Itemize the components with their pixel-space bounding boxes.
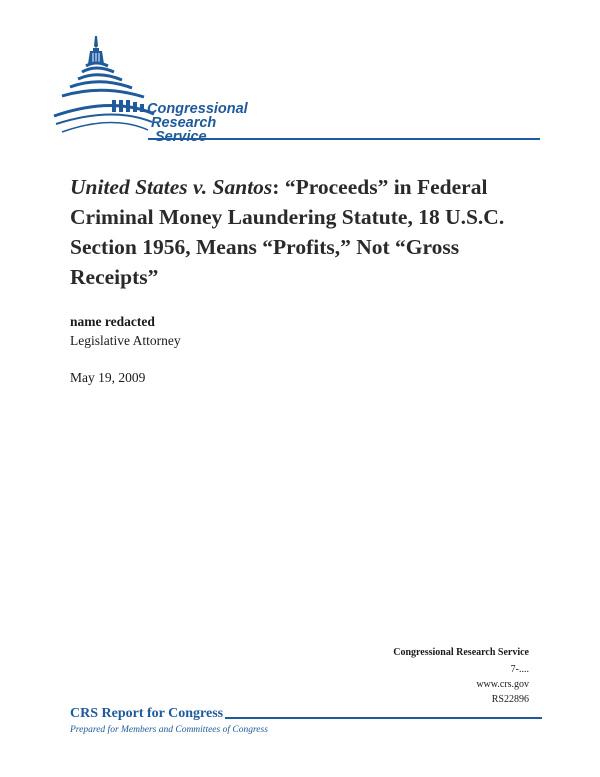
- capitol-dome-icon: [52, 34, 542, 146]
- logo-line-2: Research: [151, 115, 217, 131]
- report-date: May 19, 2009: [70, 370, 146, 385]
- publisher-org: Congressional Research Service: [393, 647, 529, 658]
- title-rest: : “Proceeds” in Federal Criminal Money Laundering Statute, 18 U.S.C. Section 1956, Means “Profits,” Not “Gross Receipts”: [70, 175, 505, 289]
- logo-line-1: Congressional: [147, 101, 248, 117]
- crs-logo: [52, 34, 542, 146]
- crs-logo-text: [147, 102, 248, 144]
- footer-series-line: [70, 706, 542, 722]
- footer-rule: [225, 717, 542, 719]
- publisher-website: www.crs.gov: [476, 679, 529, 690]
- logo-line-3: Service: [155, 129, 207, 145]
- footer-tagline: Prepared for Members and Committees of Congress: [70, 725, 268, 735]
- author-name: name redacted: [70, 314, 155, 329]
- footer: [70, 706, 542, 735]
- title-case-name: United States v. Santos: [70, 175, 273, 199]
- author-title: Legislative Attorney: [70, 333, 181, 348]
- publisher-block: [393, 645, 529, 707]
- publisher-phone: 7-....: [510, 664, 529, 675]
- report-number: RS22896: [491, 694, 529, 705]
- footer-series: CRS Report for Congress: [70, 706, 224, 721]
- report-title: [70, 172, 550, 292]
